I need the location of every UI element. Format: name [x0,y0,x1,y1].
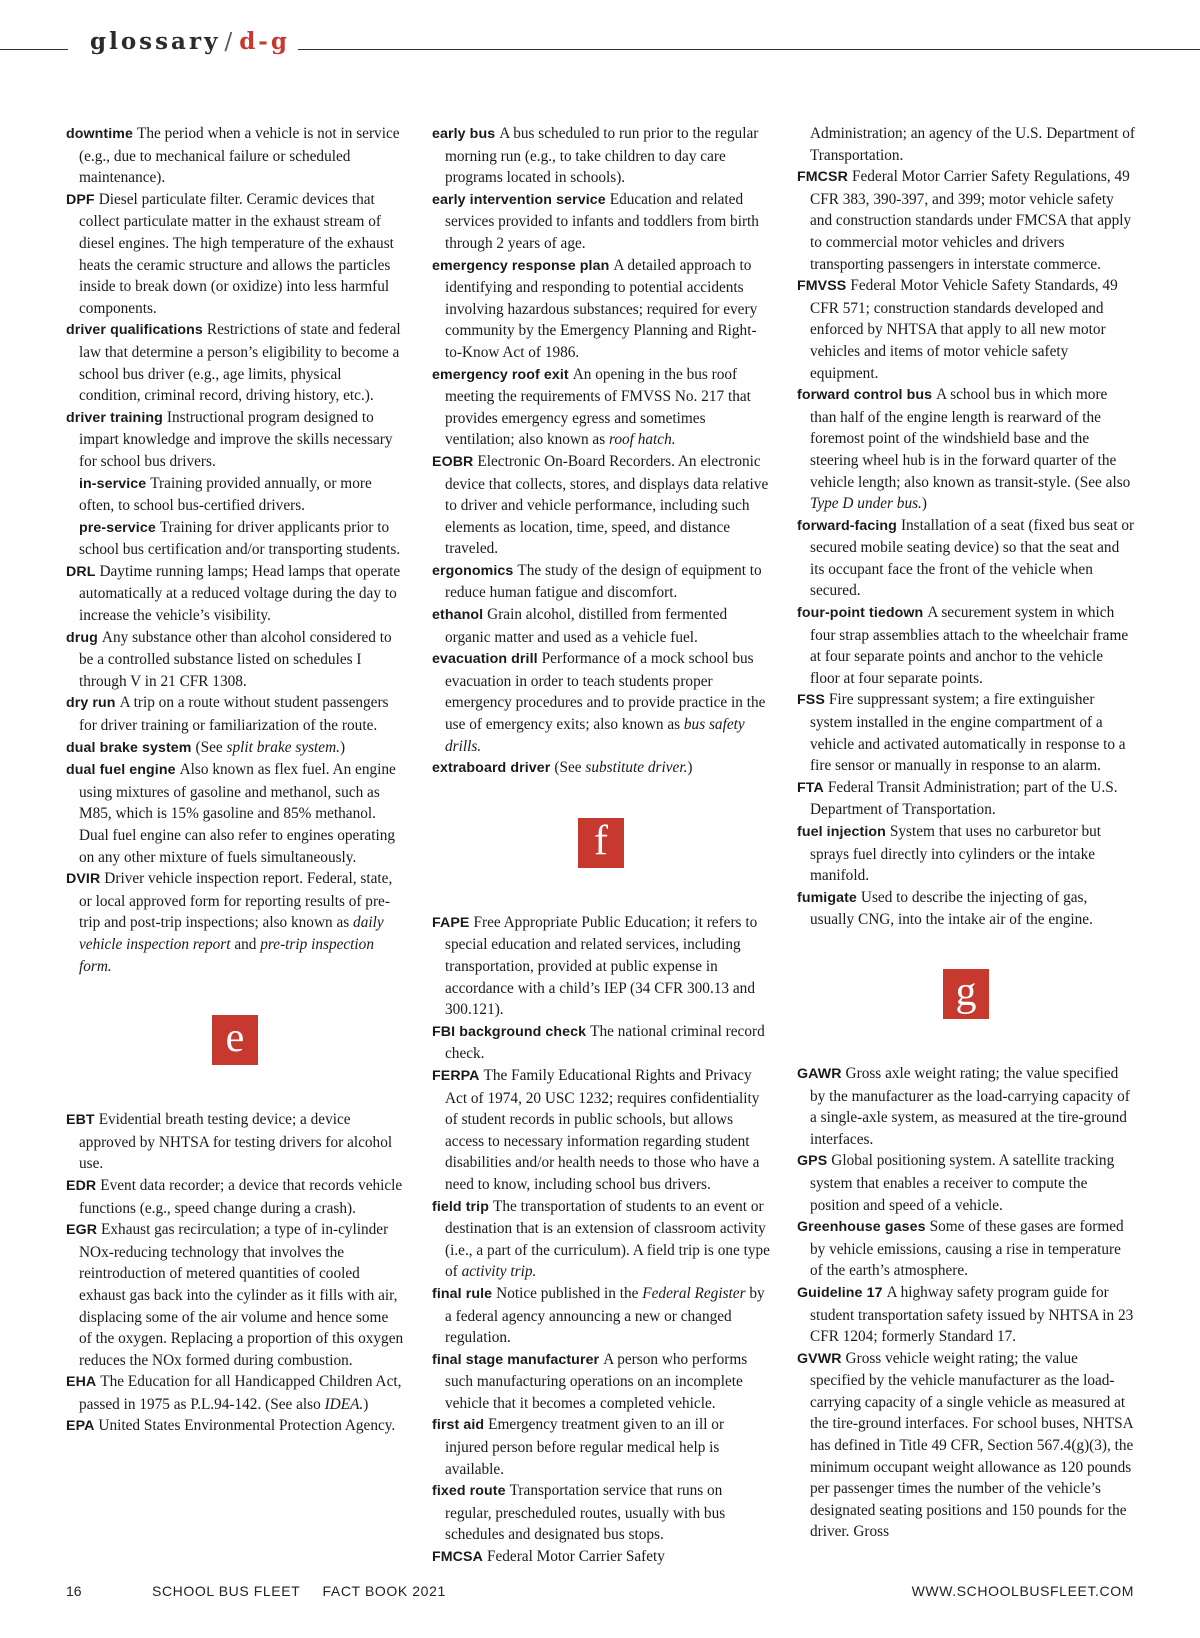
glossary-entry [797,887,1135,931]
glossary-entry [66,627,404,693]
website-link[interactable]: WWW.SCHOOLBUSFLEET.COM [911,1583,1134,1599]
definition-text: Driver vehicle inspection report. Federal, state, or local approved form for reporting results of pre-trip and post-trip inspections; also known as [79,870,393,932]
definition-text: Education and related services provided to infants and toddlers from birth through 2 years of age. [445,190,759,252]
definition-text: Federal Motor Vehicle Safety Standards, 49 CFR 571; construction standards developed and enforced by NHTSA that apply to all new motor vehicles and items of motor vehicle safety equipment. [810,277,1118,382]
definition-text: A bus scheduled to run prior to the regular morning run (e.g., to take children to day care programs located in schools). [445,125,759,187]
definition-text: Federal Transit Administration; part of the U.S. Department of Transportation. [810,778,1118,819]
glossary-entry [432,604,770,648]
glossary-entry [797,777,1135,821]
definition-text: Notice published in the [496,1284,643,1302]
definition-text: The national criminal record check. [445,1022,765,1063]
definition-text: daily vehicle inspection report [79,914,384,953]
glossary-entry [797,1282,1135,1348]
glossary-term: EOBR [432,453,474,470]
glossary-term: final rule [432,1285,493,1302]
definition-text: Exhaust gas recirculation; a type of in-cylinder NOx-reducing technology that involves the reintroduction of metered quantities of cooled exhaust gas back into the cylinder as it fills with air, displacing some of the air volume and hence some of the oxygen. Replacing a proportion of this oxygen reduces the NOx formed during combustion. [79,1221,404,1369]
header-title: glossary [90,28,221,55]
header-separator: / [224,29,236,55]
definition-text: ) [339,738,346,756]
definition-text: System that uses no carburetor but sprays fuel directly into cylinders or the intake manifold. [810,823,1102,885]
glossary-term: driver training [66,409,163,426]
glossary-term: EHA [66,1374,97,1391]
glossary-entry [432,912,770,1021]
glossary-entry [66,868,404,977]
glossary-term: in-service [79,475,147,492]
glossary-term: FTA [797,779,824,796]
glossary-column-3 [797,123,1135,1543]
definition-text: bus safety drills. [445,716,745,755]
definition-text: Evidential breath testing device; a device approved by NHTSA for testing drivers for alcohol use. [79,1111,393,1173]
glossary-term: early intervention service [432,191,606,208]
glossary-entry [797,275,1135,384]
glossary-entry [66,1415,404,1438]
definition-text: A highway safety program guide for student transportation safety issued by NHTSA in 23 CFR 1204; formerly Standard 17. [810,1283,1134,1346]
glossary-entry [432,451,770,560]
definition-text: roof hatch. [609,431,676,449]
glossary-entry [797,1348,1135,1543]
definition-text: Gross vehicle weight rating; the value specified by the vehicle manufacturer as the load-carrying capacity of a single vehicle as measured at the tire-ground interfaces. For school buses, NHTSA has defined in Title 49 CFR, Section 567.4(g)(3), the minimum occupant weight allowance as 120 pounds per passenger times the number of the vehicle’s designated seating positions and 150 pounds for the driver. Gross [810,1349,1134,1541]
glossary-term: FMCSA [432,1549,483,1566]
glossary-column-1 [66,123,404,1438]
definition-text: ) [363,1395,369,1413]
glossary-term: GPS [797,1153,828,1170]
glossary-entry [797,1150,1135,1216]
glossary-term: fixed route [432,1483,506,1500]
definition-text: Federal Register [642,1284,746,1302]
glossary-entry [797,689,1135,776]
glossary-entry [797,602,1135,689]
section-letter-f: f [578,818,624,868]
definition-text: ) [687,759,693,777]
glossary-entry [797,1216,1135,1282]
glossary-entry [66,737,404,760]
glossary-term: FBI background check [432,1023,587,1040]
glossary-entry [432,364,770,451]
section-letter-e: e [212,1015,258,1065]
glossary-term: final stage manufacturer [432,1351,600,1368]
definition-text: Grain alcohol, distilled from fermented organic matter and used as a vehicle fuel. [445,606,728,646]
glossary-term: forward-facing [797,517,897,534]
definition-text: Emergency treatment given to an ill or injured person before regular medical help is available. [445,1416,725,1478]
definition-text: Federal Motor Carrier Safety [486,1548,665,1566]
glossary-term: first aid [432,1417,485,1434]
glossary-entry [432,757,770,780]
definition-text: Used to describe the injecting of gas, usually CNG, into the intake air of the engine. [810,888,1093,929]
glossary-entry [66,1109,404,1175]
glossary-entry [66,561,404,627]
glossary-term: emergency response plan [432,257,610,274]
glossary-term: EGR [66,1222,98,1239]
glossary-term: FERPA [432,1067,480,1084]
glossary-entry [797,821,1135,887]
glossary-entry [797,123,1135,166]
definition-text: Type D under bus. [810,495,922,513]
definition-text: Performance of a mock school bus evacuation in order to teach students proper emergency procedures and to provide practice in the use of emergency exits; also known as [445,650,766,734]
glossary-term: downtime [66,126,134,142]
publication-name: SCHOOL BUS FLEET FACT BOOK 2021 [152,1583,446,1599]
glossary-entry [66,692,404,736]
definition-text: The period when a vehicle is not in service (e.g., due to mechanical failure or scheduled maintenance). [79,125,400,187]
definition-text: Some of these gases are formed by vehicle emissions, causing a rise in temperature of the earth’s atmosphere. [810,1218,1124,1280]
definition-text: United States Environmental Protection Agency. [98,1417,396,1435]
definition-text: and [230,935,261,953]
glossary-entry [432,123,770,189]
glossary-term: evacuation drill [432,651,538,668]
definition-text: split brake system. [226,738,340,756]
glossary-term: Guideline 17 [797,1284,883,1301]
definition-text: Fire suppressant system; a fire extinguisher system installed in the engine compartment of a vehicle and activated automatically in response to a fire sensor or manually in response to an alarm. [810,691,1126,775]
definition-text: Gross axle weight rating; the value specified by the manufacturer as the load-carrying capacity of a single-axle system, as measured at the tire-ground interfaces. [810,1064,1130,1148]
glossary-term: forward control bus [797,387,933,404]
glossary-term: dual fuel engine [66,762,176,779]
glossary-entry [432,560,770,604]
glossary-entry [66,407,404,473]
glossary-term: ethanol [432,607,484,624]
definition-text: Administration; an agency of the U.S. Department of Transportation. [810,125,1135,164]
glossary-term: EDR [66,1177,97,1194]
glossary-term: four-point tiedown [797,605,924,622]
glossary-entry [797,166,1135,275]
glossary-term: EPA [66,1418,95,1435]
glossary-term: DPF [66,191,95,208]
definition-text: Transportation service that runs on regular, prescheduled routes, usually with bus schedules and designated bus stops. [445,1482,726,1544]
section-letter-g: g [943,969,989,1019]
glossary-entry [432,1283,770,1349]
glossary-entry [66,759,404,868]
glossary-column-2 [432,123,770,1569]
glossary-term: ergonomics [432,562,514,579]
page-header [90,28,290,55]
glossary-term: field trip [432,1198,489,1215]
definition-text: Event data recorder; a device that records vehicle functions (e.g., speed change during a crash). [79,1176,403,1217]
definition-text: by a federal agency announcing a new or changed regulation. [445,1284,765,1347]
glossary-term: DVIR [66,871,101,888]
glossary-entry [432,1480,770,1546]
definition-text: Restrictions of state and federal law that determine a person’s eligibility to become a school bus driver (e.g., age limits, physical condition, criminal record, driving history, etc.). [79,321,401,405]
definition-text: Free Appropriate Public Education; it refers to special education and related services, including transportation, provided at public expense in accordance with a child’s IEP (34 CFR 300.13 and 300.121). [445,913,758,1019]
glossary-term: FMVSS [797,278,847,295]
definition-text: substitute driver. [585,759,688,777]
glossary-term: FSS [797,692,825,709]
glossary-term: drug [66,629,98,646]
definition-text: (See [554,759,586,777]
header-rule-right [298,49,1200,50]
definition-text: A detailed approach to identifying and responding to potential accidents involving hazardous substances; required for every community by the Emergency Planning and Right-to-Know Act of 1986. [445,256,758,361]
definition-text: A trip on a route without student passengers for driver training or familiarization of the route. [79,694,389,735]
glossary-term: pre-service [79,519,156,536]
glossary-subentry [66,517,404,561]
glossary-term: early bus [432,126,496,142]
glossary-term: GAWR [797,1065,842,1082]
definition-text: Also known as flex fuel. An engine using mixtures of gasoline and methanol, such as M85, which is 15% gasoline and 85% methanol. Dual fuel engine can also refer to engines operating on any other mixture of fuels simultaneously. [79,761,396,866]
glossary-entry [432,255,770,364]
glossary-entry [66,123,404,189]
glossary-entry [432,1065,770,1196]
definition-text: Installation of a seat (fixed bus seat or secured mobile seating device) so that the seat and its occupant face the front of the vehicle when secured. [810,516,1135,600]
definition-text: Training for driver applicants prior to school bus certification and/or transporting students. [79,518,401,559]
header-section: d-g [239,28,290,55]
glossary-term: GVWR [797,1350,842,1367]
glossary-term: FAPE [432,914,470,931]
definition-text: The study of the design of equipment to reduce human fatigue and discomfort. [445,561,762,602]
glossary-entry [797,384,1135,515]
definition-text: activity trip. [461,1263,537,1281]
glossary-entry [432,648,770,757]
definition-text: pre-trip inspection form. [79,935,374,975]
glossary-entry [66,319,404,406]
definition-text: Diesel particulate filter. Ceramic devices that collect particulate matter in the exhaust stream of diesel engines. The high temperature of the exhaust heats the ceramic structure and allows the particles inside to break down (or oxidize) into less harmful components. [79,190,394,317]
definition-text: Any substance other than alcohol considered to be a controlled substance listed on schedules I through V in 21 CFR 1308. [79,628,392,690]
glossary-term: EBT [66,1112,95,1129]
definition-text: (See [195,738,227,756]
definition-text: Global positioning system. A satellite tracking system that enables a receiver to compute the position and speed of a vehicle. [810,1152,1115,1214]
glossary-term: emergency roof exit [432,366,569,383]
glossary-term: DRL [66,563,96,580]
definition-text: ) [921,495,927,513]
glossary-entry [66,1371,404,1415]
glossary-entry [432,1414,770,1480]
glossary-entry [66,1175,404,1219]
glossary-term: fuel injection [797,824,886,840]
definition-text: A securement system in which four strap assemblies attach to the wheelchair frame at four separate points and anchor to the vehicle floor at four separate points. [810,604,1129,687]
definition-text: Daytime running lamps; Head lamps that operate automatically at a reduced voltage during the day to increase the vehicle’s visibility. [79,562,401,625]
glossary-entry [432,1196,770,1283]
glossary-term: dual brake system [66,739,192,756]
glossary-entry [797,515,1135,602]
definition-text: Instructional program designed to impart knowledge and improve the skills necessary for school bus drivers. [79,408,393,470]
glossary-entry [432,1021,770,1065]
glossary-entry [432,1349,770,1415]
definition-text: Federal Motor Carrier Safety Regulations, 49 CFR 383, 390-397, and 399; motor vehicle safety and construction standards under FMCSA that apply to commercial motor vehicles and drivers transporting passengers in interstate commerce. [810,168,1132,273]
definition-text: A school bus in which more than half of the engine length is rearward of the foremost point of the windshield base and the steering wheel hub is in the forward quarter of the vehicle length; also known as transit-style. (See also [810,386,1131,491]
definition-text: A person who performs such manufacturing operations on an incomplete vehicle that it becomes a completed vehicle. [445,1350,748,1412]
definition-text: IDEA. [324,1395,364,1413]
glossary-term: dry run [66,695,116,712]
definition-text: The Family Educational Rights and Privacy Act of 1974, 20 USC 1232; requires confidentiality of student records in public schools, but allows access to necessary information regarding student disabilities and/or health needs to those who have a need to know, including school bus drivers. [445,1066,760,1193]
glossary-entry [432,189,770,255]
definition-text: Electronic On-Board Recorders. An electronic device that collects, stores, and displays data relative to driver and vehicle performance, including such elements as location, time, speed, and distance traveled. [445,452,769,558]
header-rule-left [0,49,68,50]
glossary-subentry [66,473,404,517]
glossary-term: fumigate [797,889,857,906]
definition-text: The transportation of students to an event or destination that is an extension of classroom activity (i.e., a part of the curriculum). A field trip is one type of [445,1197,770,1281]
glossary-term: Greenhouse gases [797,1219,926,1236]
glossary-entry [432,1546,770,1569]
glossary-term: FMCSR [797,169,848,186]
glossary-entry [66,189,404,320]
glossary-term: driver qualifications [66,322,203,339]
definition-text: Training provided annually, or more often, to school bus-certified drivers. [79,474,372,515]
page-number: 16 [66,1583,82,1599]
glossary-entry [797,1063,1135,1150]
definition-text: An opening in the bus roof meeting the requirements of FMVSS No. 217 that provides emergency egress and sometimes ventilation; also known as [445,365,751,449]
definition-text: The Education for all Handicapped Children Act, passed in 1975 as P.L.94-142. (See also [79,1373,402,1413]
glossary-term: extraboard driver [432,760,551,777]
glossary-entry [66,1219,404,1371]
